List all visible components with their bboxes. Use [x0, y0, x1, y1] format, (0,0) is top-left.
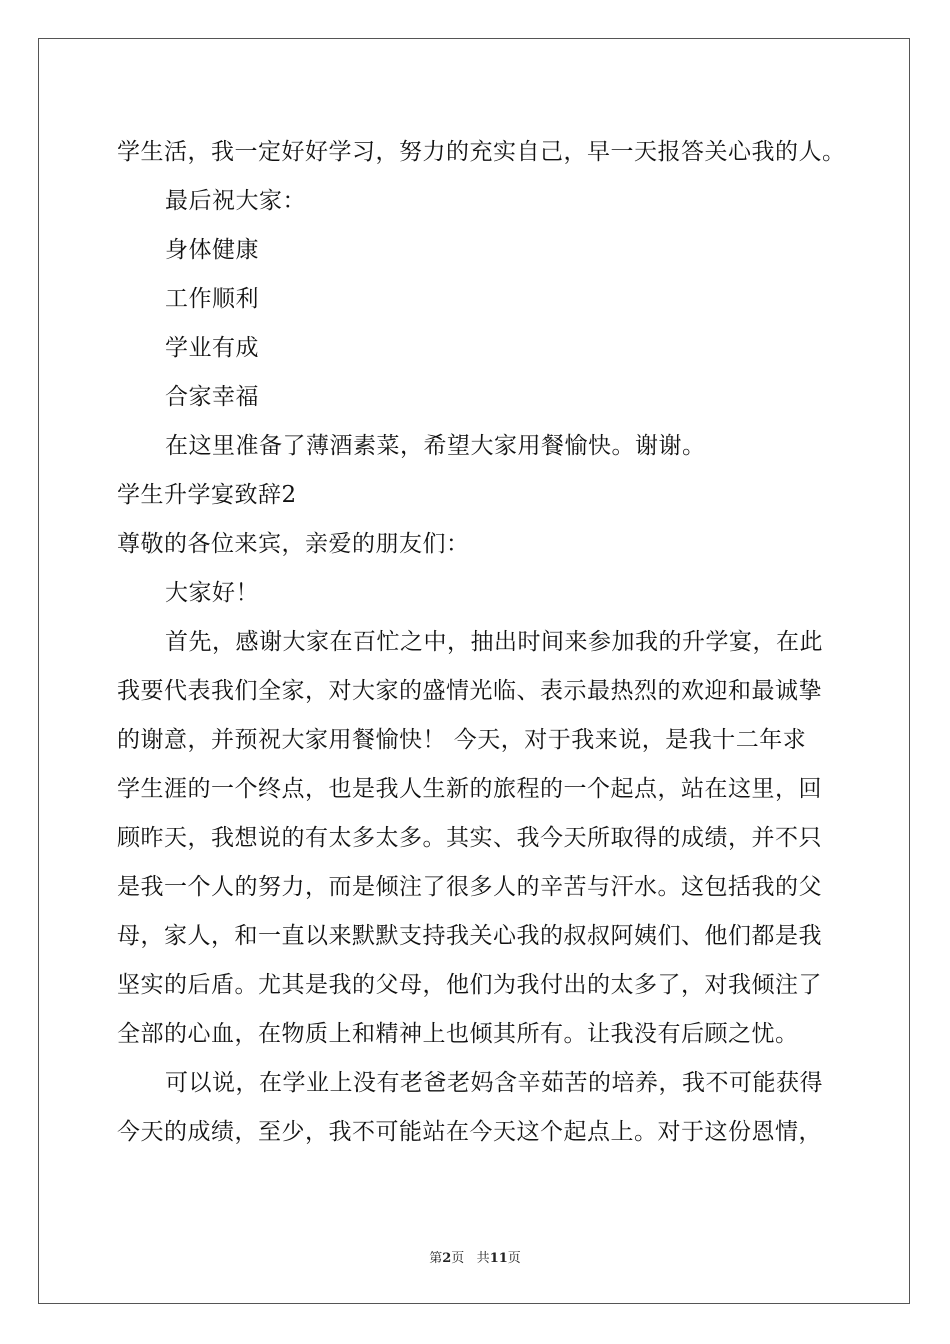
document-body [117, 128, 846, 1157]
paragraph-line: 最后祝大家： [165, 188, 306, 214]
salutation-line: 尊敬的各位来宾，亲爱的朋友们： [117, 531, 470, 557]
paragraph-line: 学业有成 [165, 335, 259, 361]
paragraph-line: 身体健康 [165, 237, 259, 263]
paragraph-line: 在这里准备了薄酒素菜，希望大家用餐愉快。谢谢。 [165, 433, 706, 459]
total-prefix: 共 [476, 1251, 490, 1266]
paragraph-line: 首先，感谢大家在百忙之中，抽出时间来参加我的升学宴，在此 [165, 629, 823, 655]
total-pages: 11 [489, 1251, 508, 1266]
paragraph-line: 是我一个人的努力，而是倾注了很多人的辛苦与汗水。这包括我的父 [117, 874, 822, 900]
paragraph-line: 今天的成绩，至少，我不可能站在今天这个起点上。对于这份恩情， [117, 1119, 822, 1145]
paragraph-line: 全部的心血，在物质上和精神上也倾其所有。让我没有后顾之忧。 [117, 1021, 799, 1047]
paragraph-line: 我要代表我们全家，对大家的盛情光临、表示最热烈的欢迎和最诚挚 [117, 678, 822, 704]
paragraph-line: 母，家人，和一直以来默默支持我关心我的叔叔阿姨们、他们都是我 [117, 923, 822, 949]
page-prefix: 第 [429, 1251, 443, 1266]
paragraph-line: 的谢意，并预祝大家用餐愉快！ 今天，对于我来说，是我十二年求 [117, 727, 807, 753]
paragraph-line: 顾昨天，我想说的有太多太多。其实、我今天所取得的成绩，并不只 [117, 825, 822, 851]
paragraph-line: 可以说，在学业上没有老爸老妈含辛茹苦的培养，我不可能获得 [165, 1070, 823, 1096]
page-footer [0, 1247, 950, 1266]
page-number: 2 [442, 1251, 452, 1266]
section-heading: 学生升学宴致辞2 [117, 482, 297, 508]
paragraph-line: 大家好！ [165, 580, 259, 606]
paragraph-line: 学生涯的一个终点，也是我人生新的旅程的一个起点，站在这里，回 [117, 776, 822, 802]
page-suffix: 页 [451, 1251, 465, 1266]
paragraph-line: 学生活，我一定好好学习，努力的充实自己，早一天报答关心我的人。 [117, 139, 846, 165]
total-suffix: 页 [507, 1251, 521, 1266]
paragraph-line: 工作顺利 [165, 286, 259, 312]
paragraph-line: 坚实的后盾。尤其是我的父母，他们为我付出的太多了，对我倾注了 [117, 972, 822, 998]
paragraph-line: 合家幸福 [165, 384, 259, 410]
